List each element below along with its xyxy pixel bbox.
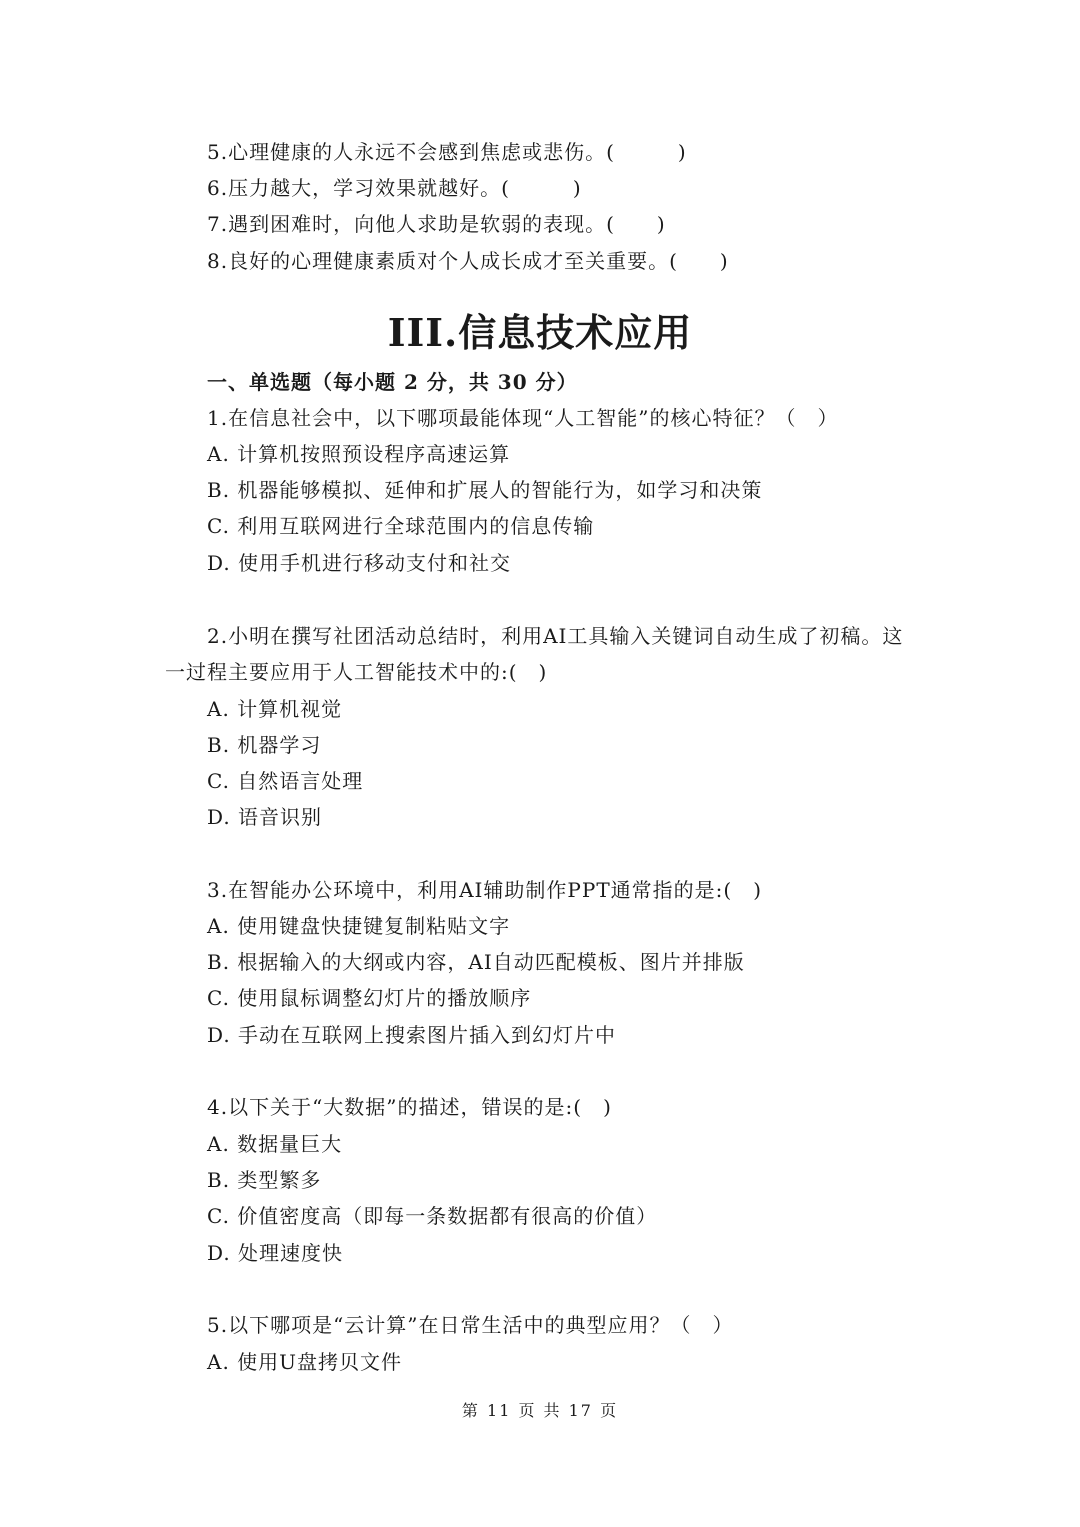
question-2-option-d: D. 语音识别 bbox=[207, 805, 323, 829]
section-title: III.信息技术应用 bbox=[387, 310, 693, 355]
question-1-option-b: B. 机器能够模拟、延伸和扩展人的智能行为，如学习和决策 bbox=[207, 478, 763, 502]
question-4-option-c: C. 价值密度高（即每一条数据都有很高的价值） bbox=[207, 1204, 658, 1228]
question-3-option-a: A. 使用键盘快捷键复制粘贴文字 bbox=[207, 914, 511, 938]
question-4-option-b: B. 类型繁多 bbox=[207, 1168, 322, 1192]
question-3-option-c: C. 使用鼠标调整幻灯片的播放顺序 bbox=[207, 986, 532, 1010]
question-1-option-a: A. 计算机按照预设程序高速运算 bbox=[207, 442, 511, 466]
question-4-option-a: A. 数据量巨大 bbox=[207, 1132, 343, 1156]
question-1-stem: 1.在信息社会中，以下哪项最能体现“人工智能”的核心特征？（ ） bbox=[207, 406, 839, 430]
question-3-option-b: B. 根据输入的大纲或内容，AI自动匹配模板、图片并排版 bbox=[207, 950, 745, 974]
section-subheading: 一、单选题（每小题 2 分，共 30 分） bbox=[207, 370, 578, 394]
tf-item-7: 7.遇到困难时，向他人求助是软弱的表现。( ) bbox=[207, 212, 666, 236]
tf-item-6: 6.压力越大，学习效果就越好。( ) bbox=[207, 176, 582, 200]
question-2-option-b: B. 机器学习 bbox=[207, 733, 322, 757]
question-3-stem: 3.在智能办公环境中，利用AI辅助制作PPT通常指的是:( ) bbox=[207, 878, 763, 902]
question-2-stem-line2: 一过程主要应用于人工智能技术中的:( ) bbox=[165, 660, 548, 684]
question-4-stem: 4.以下关于“大数据”的描述，错误的是:( ) bbox=[207, 1095, 612, 1119]
question-2-option-a: A. 计算机视觉 bbox=[207, 697, 343, 721]
question-2-stem-line1: 2.小明在撰写社团活动总结时，利用AI工具输入关键词自动生成了初稿。这 bbox=[207, 624, 904, 648]
question-3-option-d: D. 手动在互联网上搜索图片插入到幻灯片中 bbox=[207, 1023, 617, 1047]
question-5-stem: 5.以下哪项是“云计算”在日常生活中的典型应用？（ ） bbox=[207, 1313, 734, 1337]
tf-item-8: 8.良好的心理健康素质对个人成长成才至关重要。( ) bbox=[207, 249, 729, 273]
question-1-option-c: C. 利用互联网进行全球范围内的信息传输 bbox=[207, 514, 595, 538]
question-1-option-d: D. 使用手机进行移动支付和社交 bbox=[207, 551, 512, 575]
question-4-option-d: D. 处理速度快 bbox=[207, 1241, 344, 1265]
question-2-option-c: C. 自然语言处理 bbox=[207, 769, 364, 793]
question-5-option-a: A. 使用U盘拷贝文件 bbox=[207, 1350, 403, 1374]
tf-item-5: 5.心理健康的人永远不会感到焦虑或悲伤。( ) bbox=[207, 140, 687, 164]
page-footer: 第 11 页 共 17 页 bbox=[461, 1401, 619, 1420]
